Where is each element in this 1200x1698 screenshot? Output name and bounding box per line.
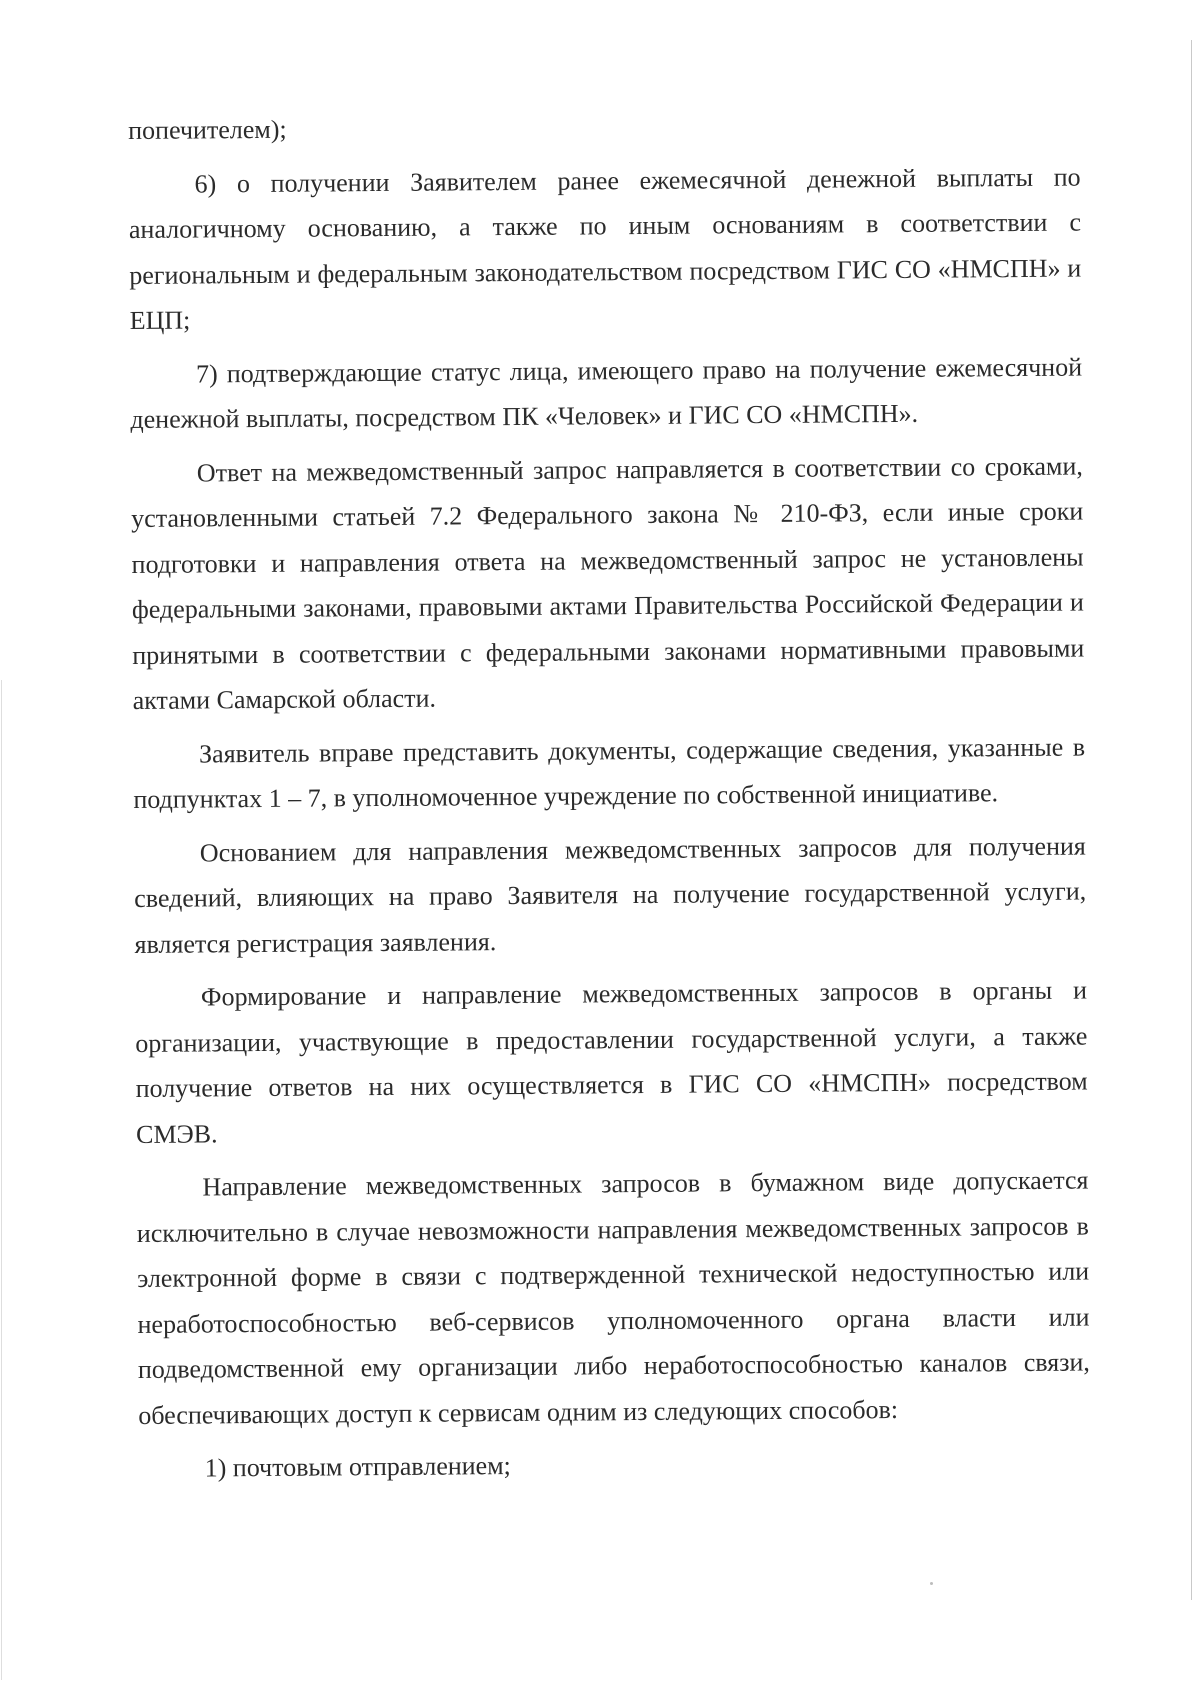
paragraph-request-basis: Основанием для направления межведомственных запросов для получения сведений, влияющих на право Заявителя на получение государственной услуги, является регистрация заявления. bbox=[134, 831, 1087, 959]
document-body bbox=[128, 101, 1091, 1492]
scan-speck bbox=[930, 1582, 933, 1585]
paragraph-method-1: 1) почтовым отправлением; bbox=[204, 1451, 511, 1483]
paragraph-response-terms: Ответ на межведомственный запрос направляется в соответствии со сроками, установленными статьей 7.2 Федерального закона № 210-ФЗ, если иные сроки подготовки и направления ответа на межведомственный запрос не установлены федеральными законами, правовыми актами Правительства Российской Федерации и принятыми в соответствии с федеральными законами нормативными правовыми актами Самарской области. bbox=[131, 451, 1085, 715]
scan-edge-line-left bbox=[1, 680, 2, 1680]
paragraph-guardian-tail: попечителем); bbox=[128, 114, 287, 145]
paragraph-applicant-right: Заявитель вправе представить документы, содержащие сведения, указанные в подпунктах 1 – 7, в уполномоченное учреждение по собственной инициативе. bbox=[133, 732, 1086, 814]
scan-edge-line bbox=[1191, 40, 1192, 1600]
paragraph-request-formation: Формирование и направление межведомственных запросов в органы и организации, участвующие в предоставлении государственной услуги, а также получение ответов на них осуществляется в ГИС СО «НМСПН» посредством СМЭВ. bbox=[135, 975, 1088, 1149]
paragraph-paper-requests: Направление межведомственных запросов в бумажном виде допускается исключительно в случае невозможности направления межведомственных запросов в электронной форме в связи с подтвержденной технической недоступностью или неработоспособностью веб-сервисов уполномоченного органа власти или подведомственной ему организации либо неработоспособностью каналов связи, обеспечивающих доступ к сервисам одним из следующих способов: bbox=[136, 1165, 1090, 1430]
paragraph-item-6: 6) о получении Заявителем ранее ежемесячной денежной выплаты по аналогичному основанию, а также по иным основаниям в соответствии с региональным и федеральным законодательством посредством ГИС СО «НМСПН» и ЕЦП; bbox=[128, 162, 1082, 335]
paragraph-item-7: 7) подтверждающие статус лица, имеющего право на получение ежемесячной денежной выплаты, посредством ПК «Человек» и ГИС СО «НМСПН». bbox=[130, 352, 1083, 434]
